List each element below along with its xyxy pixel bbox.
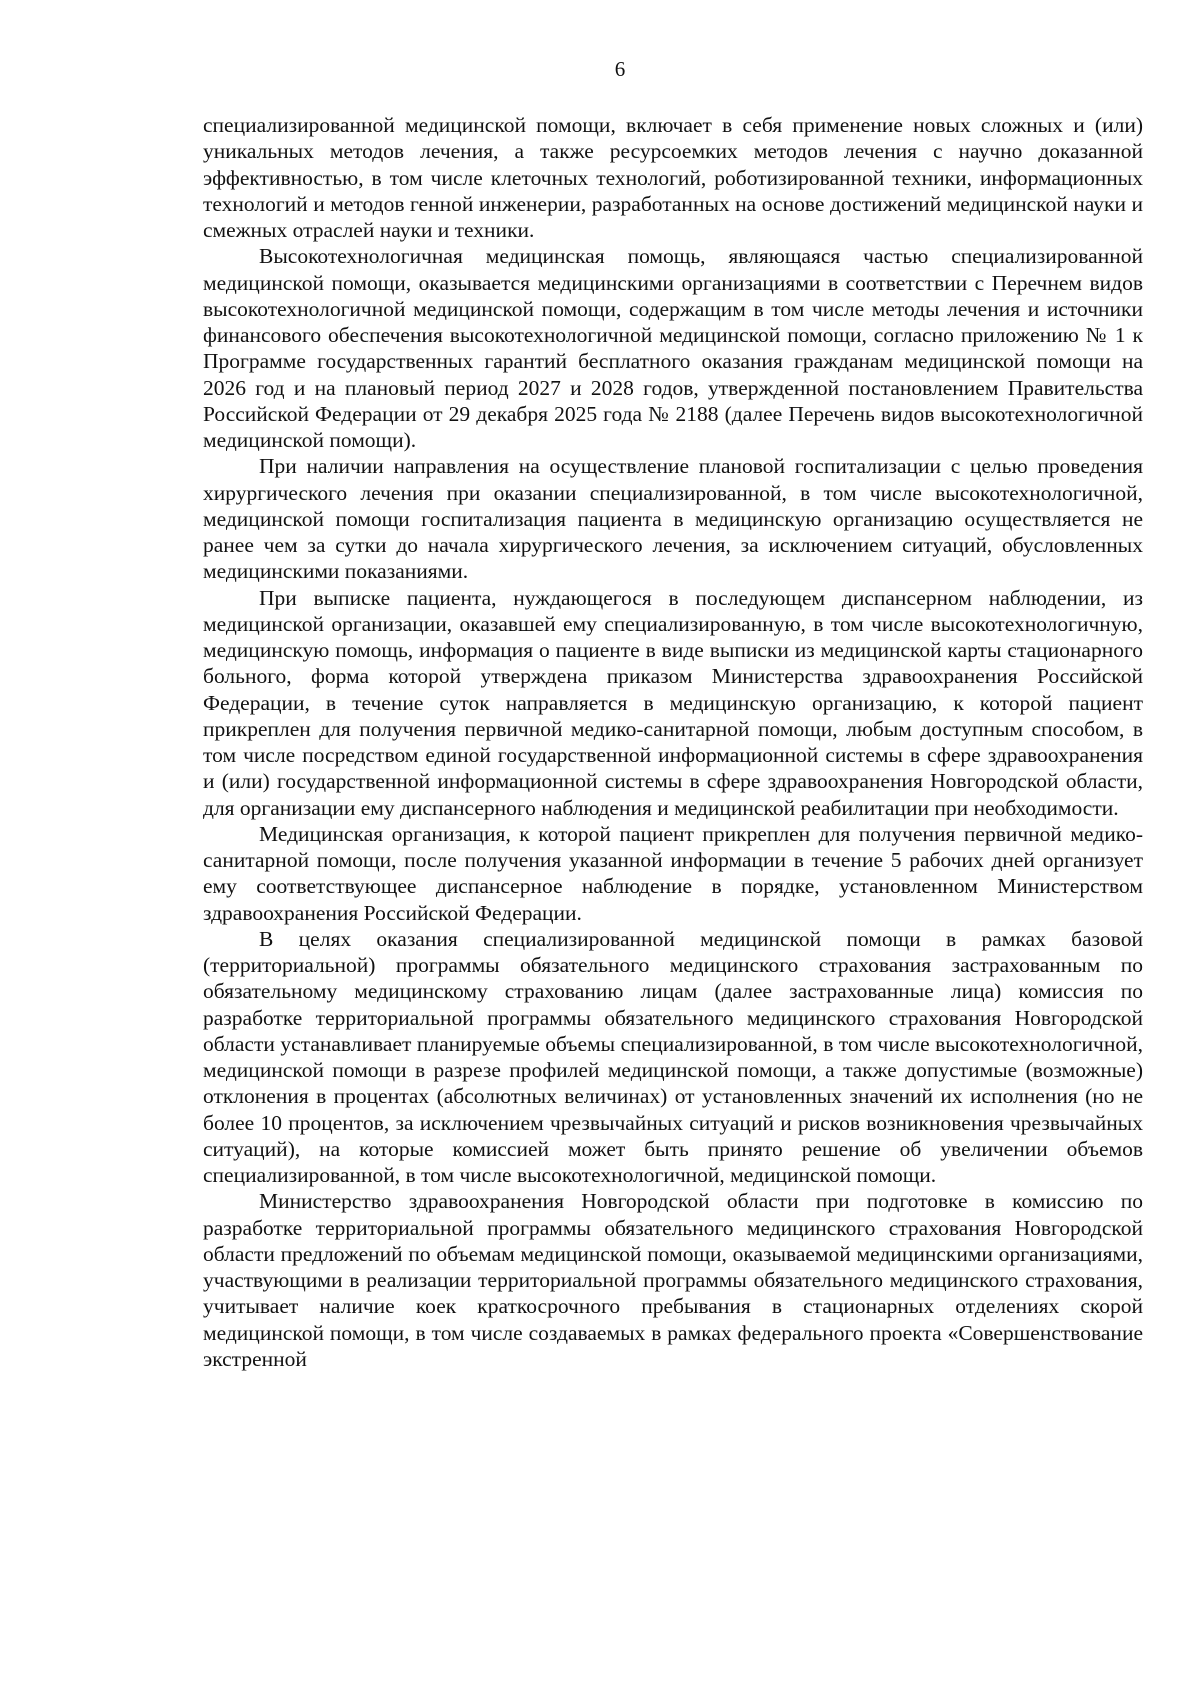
- paragraph-ministry-proposals: Министерство здравоохранения Новгородской области при подготовке в комиссию по разработке территориальной программы обязательного медицинского страхования Новгородской области предложений по объемам медицинской помощи, оказываемой медицинскими организациями, участвующими в реализации территориальной программы обязательного медицинского страхования, учитывает наличие коек краткосрочного пребывания в стационарных отделениях скорой медицинской помощи, в том числе создаваемых в рамках федерального проекта «Совершенствование экстренной: [203, 1189, 1143, 1371]
- paragraph-1-continuation: специализированной медицинской помощи, включает в себя применение новых сложных и (или) уникальных методов лечения, а также ресурсоемких методов лечения с научно доказанной эффективностью, в том числе клеточных технологий, роботизированной техники, информационных технологий и методов генной инженерии, разработанных на основе достижений медицинской науки и смежных отраслей науки и техники.: [203, 113, 1143, 242]
- paragraph-planned-hospitalization: При наличии направления на осуществление плановой госпитализации с целью проведения хирургического лечения при оказании специализированной, в том числе высокотехнологичной, медицинской помощи госпитализация пациента в медицинскую организацию осуществляется не ранее чем за сутки до начала хирургического лечения, за исключением ситуаций, обусловленных медицинскими показаниями.: [203, 454, 1143, 584]
- document-body: [203, 112, 1143, 1372]
- page-number: 6: [614, 57, 626, 81]
- paragraph-planned-volumes: В целях оказания специализированной медицинской помощи в рамках базовой (территориальной) программы обязательного медицинского страхования застрахованным по обязательному медицинскому страхованию лицам (далее застрахованные лица) комиссия по разработке территориальной программы обязательного медицинского страхования Новгородской области устанавливает планируемые объемы специализированной, в том числе высокотехнологичной, медицинской помощи в разрезе профилей медицинской помощи, а также допустимые (возможные) отклонения в процентах (абсолютных величинах) от установленных значений их исполнения (но не более 10 процентов, за исключением чрезвычайных ситуаций и рисков возникновения чрезвычайных ситуаций), на которые комиссией может быть принято решение об увеличении объемов специализированной, в том числе высокотехнологичной, медицинской помощи.: [203, 926, 1143, 1187]
- paragraph-patient-discharge: При выписке пациента, нуждающегося в последующем диспансерном наблюдении, из медицинской организации, оказавшей ему специализированную, в том числе высокотехнологичную, медицинскую помощь, информация о пациенте в виде выписки из медицинской карты стационарного больного, форма которой утверждена приказом Министерства здравоохранения Российской Федерации, в течение суток направляется в медицинскую организацию, к которой пациент прикреплен для получения первичной медико-санитарной помощи, любым доступным способом, в том числе посредством единой государственной информационной системы в сфере здравоохранения и (или) государственной информационной системы в сфере здравоохранения Новгородской области, для организации ему диспансерного наблюдения и медицинской реабилитации при необходимости.: [203, 585, 1143, 820]
- paragraph-dispensary-observation: Медицинская организация, к которой пациент прикреплен для получения первичной медико-санитарной помощи, после получения указанной информации в течение 5 рабочих дней организует ему соответствующее диспансерное наблюдение в порядке, установленном Министерством здравоохранения Российской Федерации.: [203, 821, 1143, 925]
- paragraph-high-tech-care: Высокотехнологичная медицинская помощь, являющаяся частью специализированной медицинской помощи, оказывается медицинскими организациями в соответствии с Перечнем видов высокотехнологичной медицинской помощи, содержащим в том числе методы лечения и источники финансового обеспечения высокотехнологичной медицинской помощи, согласно приложению № 1 к Программе государственных гарантий бесплатного оказания гражданам медицинской помощи на 2026 год и на плановый период 2027 и 2028 годов, утвержденной постановлением Правительства Российской Федерации от 29 декабря 2025 года № 2188 (далее Перечень видов высокотехнологичной медицинской помощи).: [203, 244, 1143, 452]
